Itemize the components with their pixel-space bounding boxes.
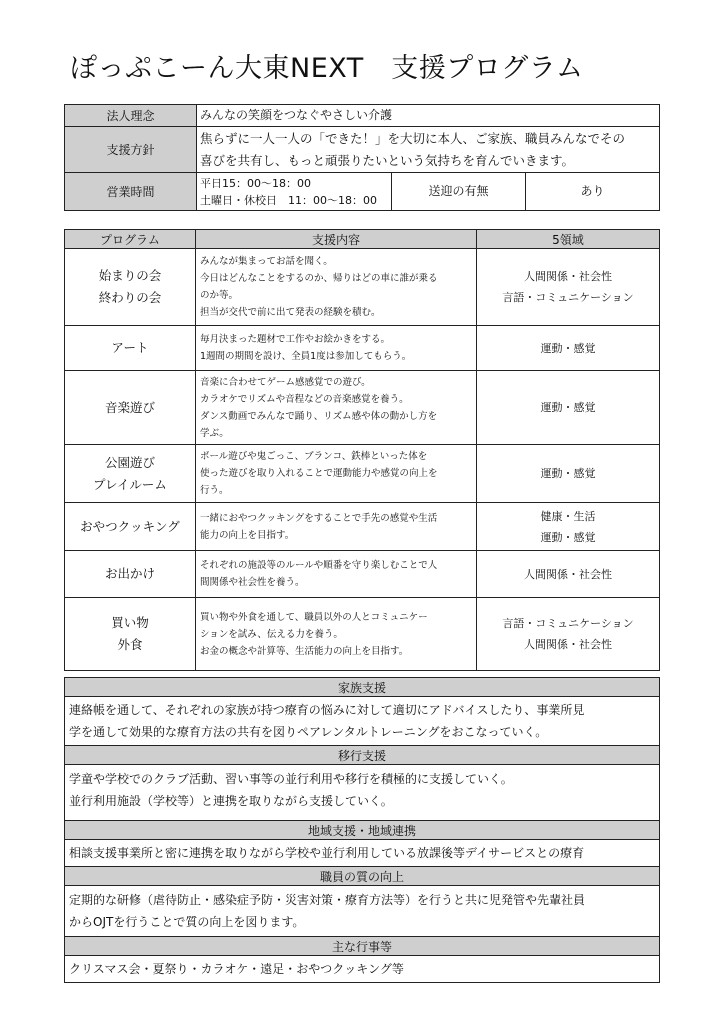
program-areas (477, 249, 660, 326)
hours-line: 平日15：00〜18：00 (200, 176, 311, 190)
program-areas (477, 445, 660, 503)
area-line: 運動・感覚 (540, 341, 596, 355)
program-name-line: プレイルーム (93, 476, 167, 492)
content-line: カラオケでリズムや音程などの音楽感覚を養う。 (200, 393, 409, 405)
table-row (65, 503, 660, 551)
program-areas (477, 598, 660, 671)
content-line: ションを試み、伝える力を養う。 (200, 628, 343, 640)
table-row (65, 249, 660, 326)
table-row (65, 551, 660, 598)
content-line: 学ぶ。 (200, 427, 229, 439)
content-line: お金の概念や計算等、生活能力の向上を目指す。 (200, 645, 409, 657)
hours-label: 営業時間 (65, 173, 197, 211)
content-line: 間関係や社会性を養う。 (200, 577, 305, 588)
program-name-line: おやつクッキング (80, 518, 180, 534)
program-name (65, 445, 196, 503)
program-name-line: 音楽遊び (104, 399, 155, 415)
table-row (65, 445, 660, 503)
info-table (64, 104, 660, 211)
area-line: 人間関係・社会性 (524, 567, 612, 581)
content-line: 担当が交代で前に出て発表の経験を積む。 (200, 307, 381, 318)
content-line: それぞれの施設等のルールや順番を守り楽しむことで人 (200, 560, 438, 571)
content-line: ボール遊びや鬼ごっこ、ブランコ、鉄棒といった体を (200, 451, 428, 462)
section-heading-family: 家族支援 (65, 678, 660, 697)
content-line: 1週間の期間を設け、全員1度は参加してもらう。 (200, 351, 412, 362)
section-line: 定期的な研修（虐待防止・感染症予防・災害対策・療育方法等）を行うと共に児発管や先輩社員 (69, 893, 586, 907)
program-table (64, 229, 660, 671)
table-row (65, 598, 660, 671)
header-content: 支援内容 (196, 230, 477, 249)
content-line: ダンス動画でみんなで踊り、リズム感や体の動かし方を (200, 410, 438, 422)
policy-line: 喜びを共有し、もっと頑張りたいという気持ちを育んでいきます。 (200, 152, 575, 168)
content-line: みんなが集まってお話を聞く。 (200, 256, 333, 267)
program-name-line: 外食 (117, 637, 143, 652)
program-content (196, 598, 477, 671)
content-line: のか等。 (200, 290, 239, 301)
area-line: 運動・感覚 (540, 401, 596, 414)
section-line: 相談支援事業所と密に連携を取りながら学校や並行利用している放課後等デイサービスとの療育 (69, 846, 585, 860)
section-line: からOJTを行うことで質の向上を図ります。 (69, 915, 305, 929)
program-name-line: アート (111, 340, 149, 355)
program-name (65, 551, 196, 598)
section-line: クリスマス会・夏祭り・カラオケ・遠足・おやつクッキング等 (69, 962, 404, 976)
program-name (65, 503, 196, 551)
program-areas (477, 551, 660, 598)
section-line: 学童や学校でのクラブ活動、習い事等の並行利用や移行を積極的に支援していく。 (69, 772, 513, 786)
section-heading-staff: 職員の質の向上 (65, 867, 660, 886)
program-areas (477, 371, 660, 445)
policy-value (197, 127, 660, 173)
program-content (196, 371, 477, 445)
content-line: 音楽に合わせてゲーム感感覚での遊び。 (200, 376, 371, 388)
program-areas (477, 326, 660, 371)
area-line: 人間関係・社会性 (524, 270, 612, 283)
program-content (196, 249, 477, 326)
header-program: プログラム (65, 230, 196, 249)
program-name (65, 598, 196, 671)
section-heading-events: 主な行事等 (65, 937, 660, 956)
program-name-line: 終わりの会 (98, 290, 162, 305)
program-content (196, 326, 477, 371)
header-areas: 5領域 (477, 230, 660, 249)
content-line: 買い物や外食を通して、職員以外の人とコミュニケー (200, 611, 428, 623)
program-name (65, 249, 196, 326)
area-line: 健康・生活 (540, 509, 596, 523)
program-name-line: お出かけ (104, 566, 155, 581)
program-name-line: 買い物 (111, 615, 149, 630)
hours-value (197, 173, 392, 211)
area-line: 運動・感覚 (540, 467, 596, 480)
table-row (65, 371, 660, 445)
section-body-staff (65, 886, 660, 937)
program-name-line: 公園遊び (104, 454, 155, 470)
program-content (196, 551, 477, 598)
section-line: 学を通して効果的な療育方法の共有を図りペアレンタルトレーニングをおこなっていく。 (69, 725, 548, 739)
program-content (196, 503, 477, 551)
transport-value: あり (526, 173, 660, 211)
program-name-line: 始まりの会 (98, 268, 162, 283)
content-line: 一緒におやつクッキングをすることで手先の感覚や生活 (200, 512, 438, 524)
hours-line: 土曜日・休校日 11：00〜18：00 (200, 193, 377, 207)
content-line: 能力の向上を目指す。 (200, 529, 295, 541)
transport-label: 送迎の有無 (392, 173, 526, 211)
area-line: 言語・コミュニケーション (502, 291, 634, 304)
section-body-community (65, 840, 660, 867)
program-name (65, 326, 196, 371)
table-row (65, 326, 660, 371)
content-line: 行う。 (200, 485, 229, 496)
area-line: 人間関係・社会性 (524, 638, 612, 651)
section-body-events (65, 956, 660, 983)
content-line: 毎月決まった題材で工作やお絵かきをする。 (200, 334, 391, 345)
section-body-transition (65, 765, 660, 821)
program-name (65, 371, 196, 445)
area-line: 運動・感覚 (540, 530, 596, 544)
philosophy-value: みんなの笑顔をつなぐやさしい介護 (197, 105, 660, 127)
section-line: 連絡帳を通して、それぞれの家族が持つ療育の悩みに対して適切にアドバイスしたり、事業所見 (69, 703, 585, 717)
content-line: 今日はどんなことをするのか、帰りはどの車に誰が乗る (200, 273, 438, 284)
policy-label: 支援方針 (65, 127, 197, 173)
section-line: 並行利用施設（学校等）と連携を取りながら支援していく。 (69, 794, 393, 808)
philosophy-label: 法人理念 (65, 105, 197, 127)
sections-table (64, 677, 660, 983)
program-content (196, 445, 477, 503)
policy-line: 焦らずに一人一人の「できた！」を大切に本人、ご家族、職員みんなでその (200, 130, 626, 146)
section-heading-transition: 移行支援 (65, 746, 660, 765)
content-line: 使った遊びを取り入れることで運動能力や感覚の向上を (200, 468, 438, 479)
area-line: 言語・コミュニケーション (502, 617, 634, 630)
program-areas (477, 503, 660, 551)
section-heading-community: 地域支援・地域連携 (65, 821, 660, 840)
section-body-family (65, 697, 660, 746)
page-title: ぽっぷこーん大東NEXT 支援プログラム (70, 53, 584, 84)
